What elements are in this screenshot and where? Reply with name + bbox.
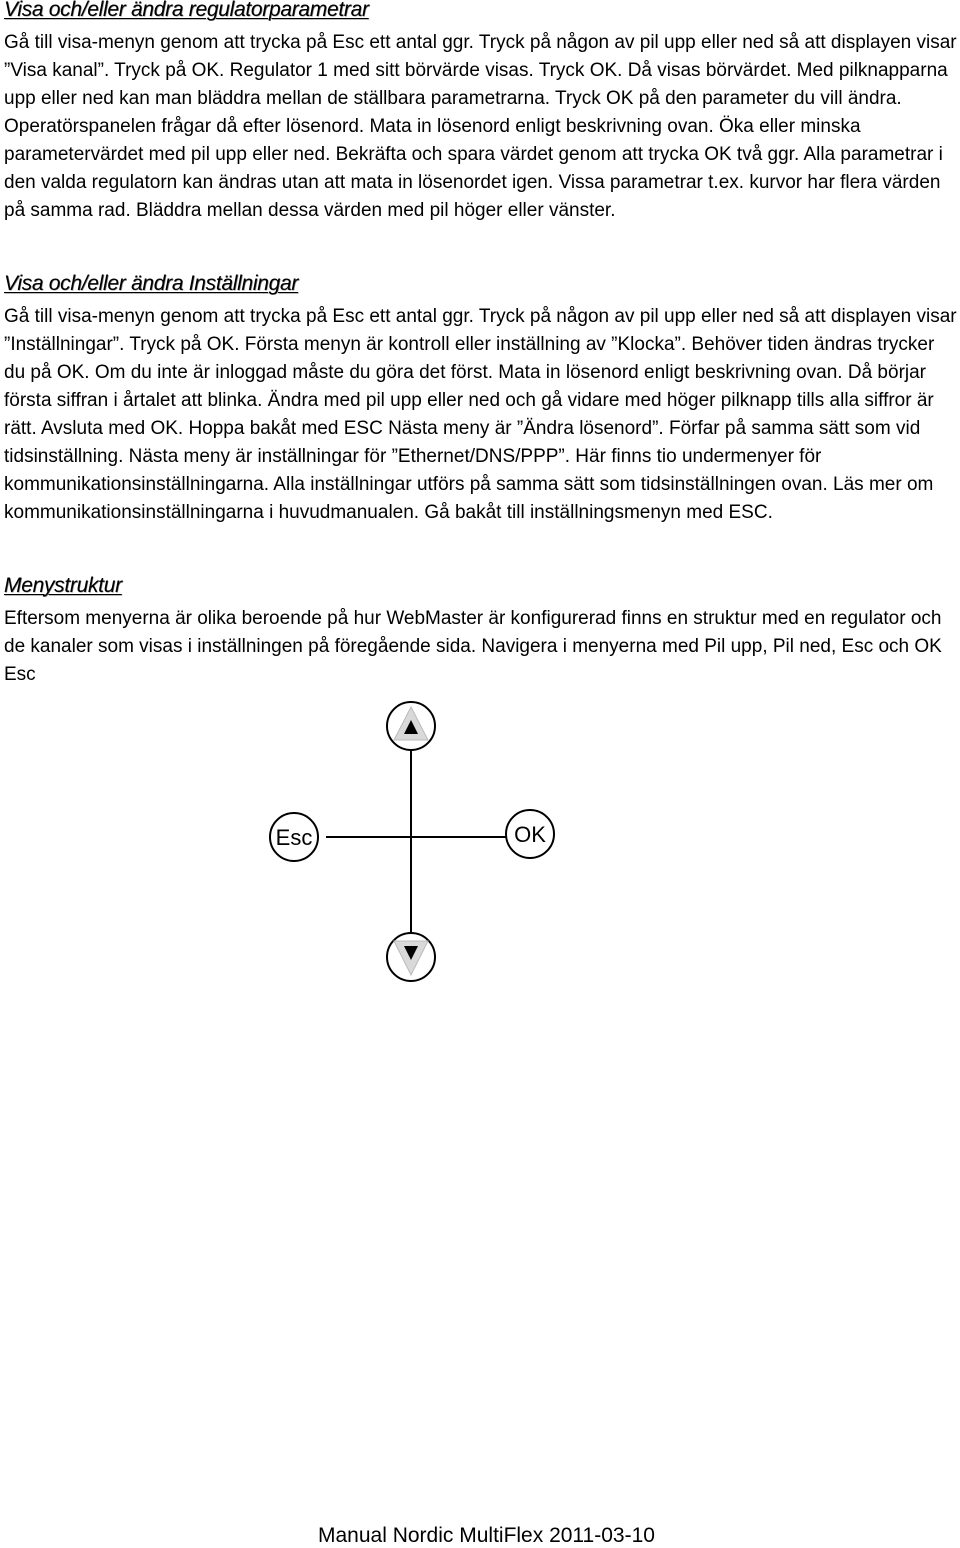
section-body-menu-structure: Eftersom menyerna är olika beroende på hur WebMaster är konfigurerad finns en struktur med en regulator och de kanaler som visas i inställningen på föregående sida. Navigera i menyerna med Pil upp, Pil ned, Esc och OK Esc	[4, 608, 942, 685]
page-footer: Manual Nordic MultiFlex 2011-03-10	[318, 1524, 655, 1547]
section-heading-menu-structure: Menystruktur	[4, 574, 122, 597]
section-heading-regulator: Visa och/eller ändra regulatorparametrar	[4, 0, 369, 21]
ok-label: OK	[514, 822, 546, 847]
arrow-up-button	[387, 702, 435, 750]
button-navigation-diagram	[260, 695, 600, 995]
arrow-down-button	[387, 933, 435, 981]
section-body-regulator: Gå till visa-menyn genom att trycka på Esc ett antal ggr. Tryck på någon av pil upp eller ned så att displayen visar ”Visa kanal”. Tryck på OK. Regulator 1 med sitt börvärde visas. Tryck OK. Då visas börvärdet. Med pilknapparna upp eller ned kan man bläddra mellan de ställbara parametrarna. Tryck OK på den parameter du vill ändra. Operatörspanelen frågar då efter lösenord. Mata in lösenord enligt beskrivning ovan. Öka eller minska parametervärdet med pil upp eller ned. Bekräfta och spara värdet genom att trycka OK två ggr. Alla parametrar i den valda regulatorn kan ändras utan att mata in lösenordet igen. Vissa parametrar t.ex. kurvor har flera värden på samma rad. Bläddra mellan dessa värden med pil höger eller vänster.	[4, 32, 957, 221]
section-body-settings: Gå till visa-menyn genom att trycka på Esc ett antal ggr. Tryck på någon av pil upp eller ned så att displayen visar ”Inställningar”. Tryck på OK. Första menyn är kontroll eller inställning av ”Klocka”. Behöver tiden ändras trycker du på OK. Om du inte är inloggad måste du göra det först. Mata in lösenord enligt beskrivning ovan. Då börjar första siffran i årtalet att blinka. Ändra med pil upp eller ned och gå vidare med höger pilknapp tills alla siffror är rätt. Avsluta med OK. Hoppa bakåt med ESC Nästa meny är ”Ändra lösenord”. Förfar på samma sätt som vid tidsinställning. Nästa meny är inställningar för ”Ethernet/DNS/PPP”. Här finns tio undermenyer för kommunikationsinställningarna. Alla inställningar utförs på samma sätt som tidsinställningen ovan. Läs mer om kommunikationsinställningarna i huvudmanualen. Gå bakåt till inställningsmenyn med ESC.	[4, 306, 957, 523]
esc-label: Esc	[275, 825, 313, 850]
ok-button	[506, 810, 554, 858]
esc-button	[270, 813, 318, 861]
section-heading-settings: Visa och/eller ändra Inställningar	[4, 272, 299, 295]
